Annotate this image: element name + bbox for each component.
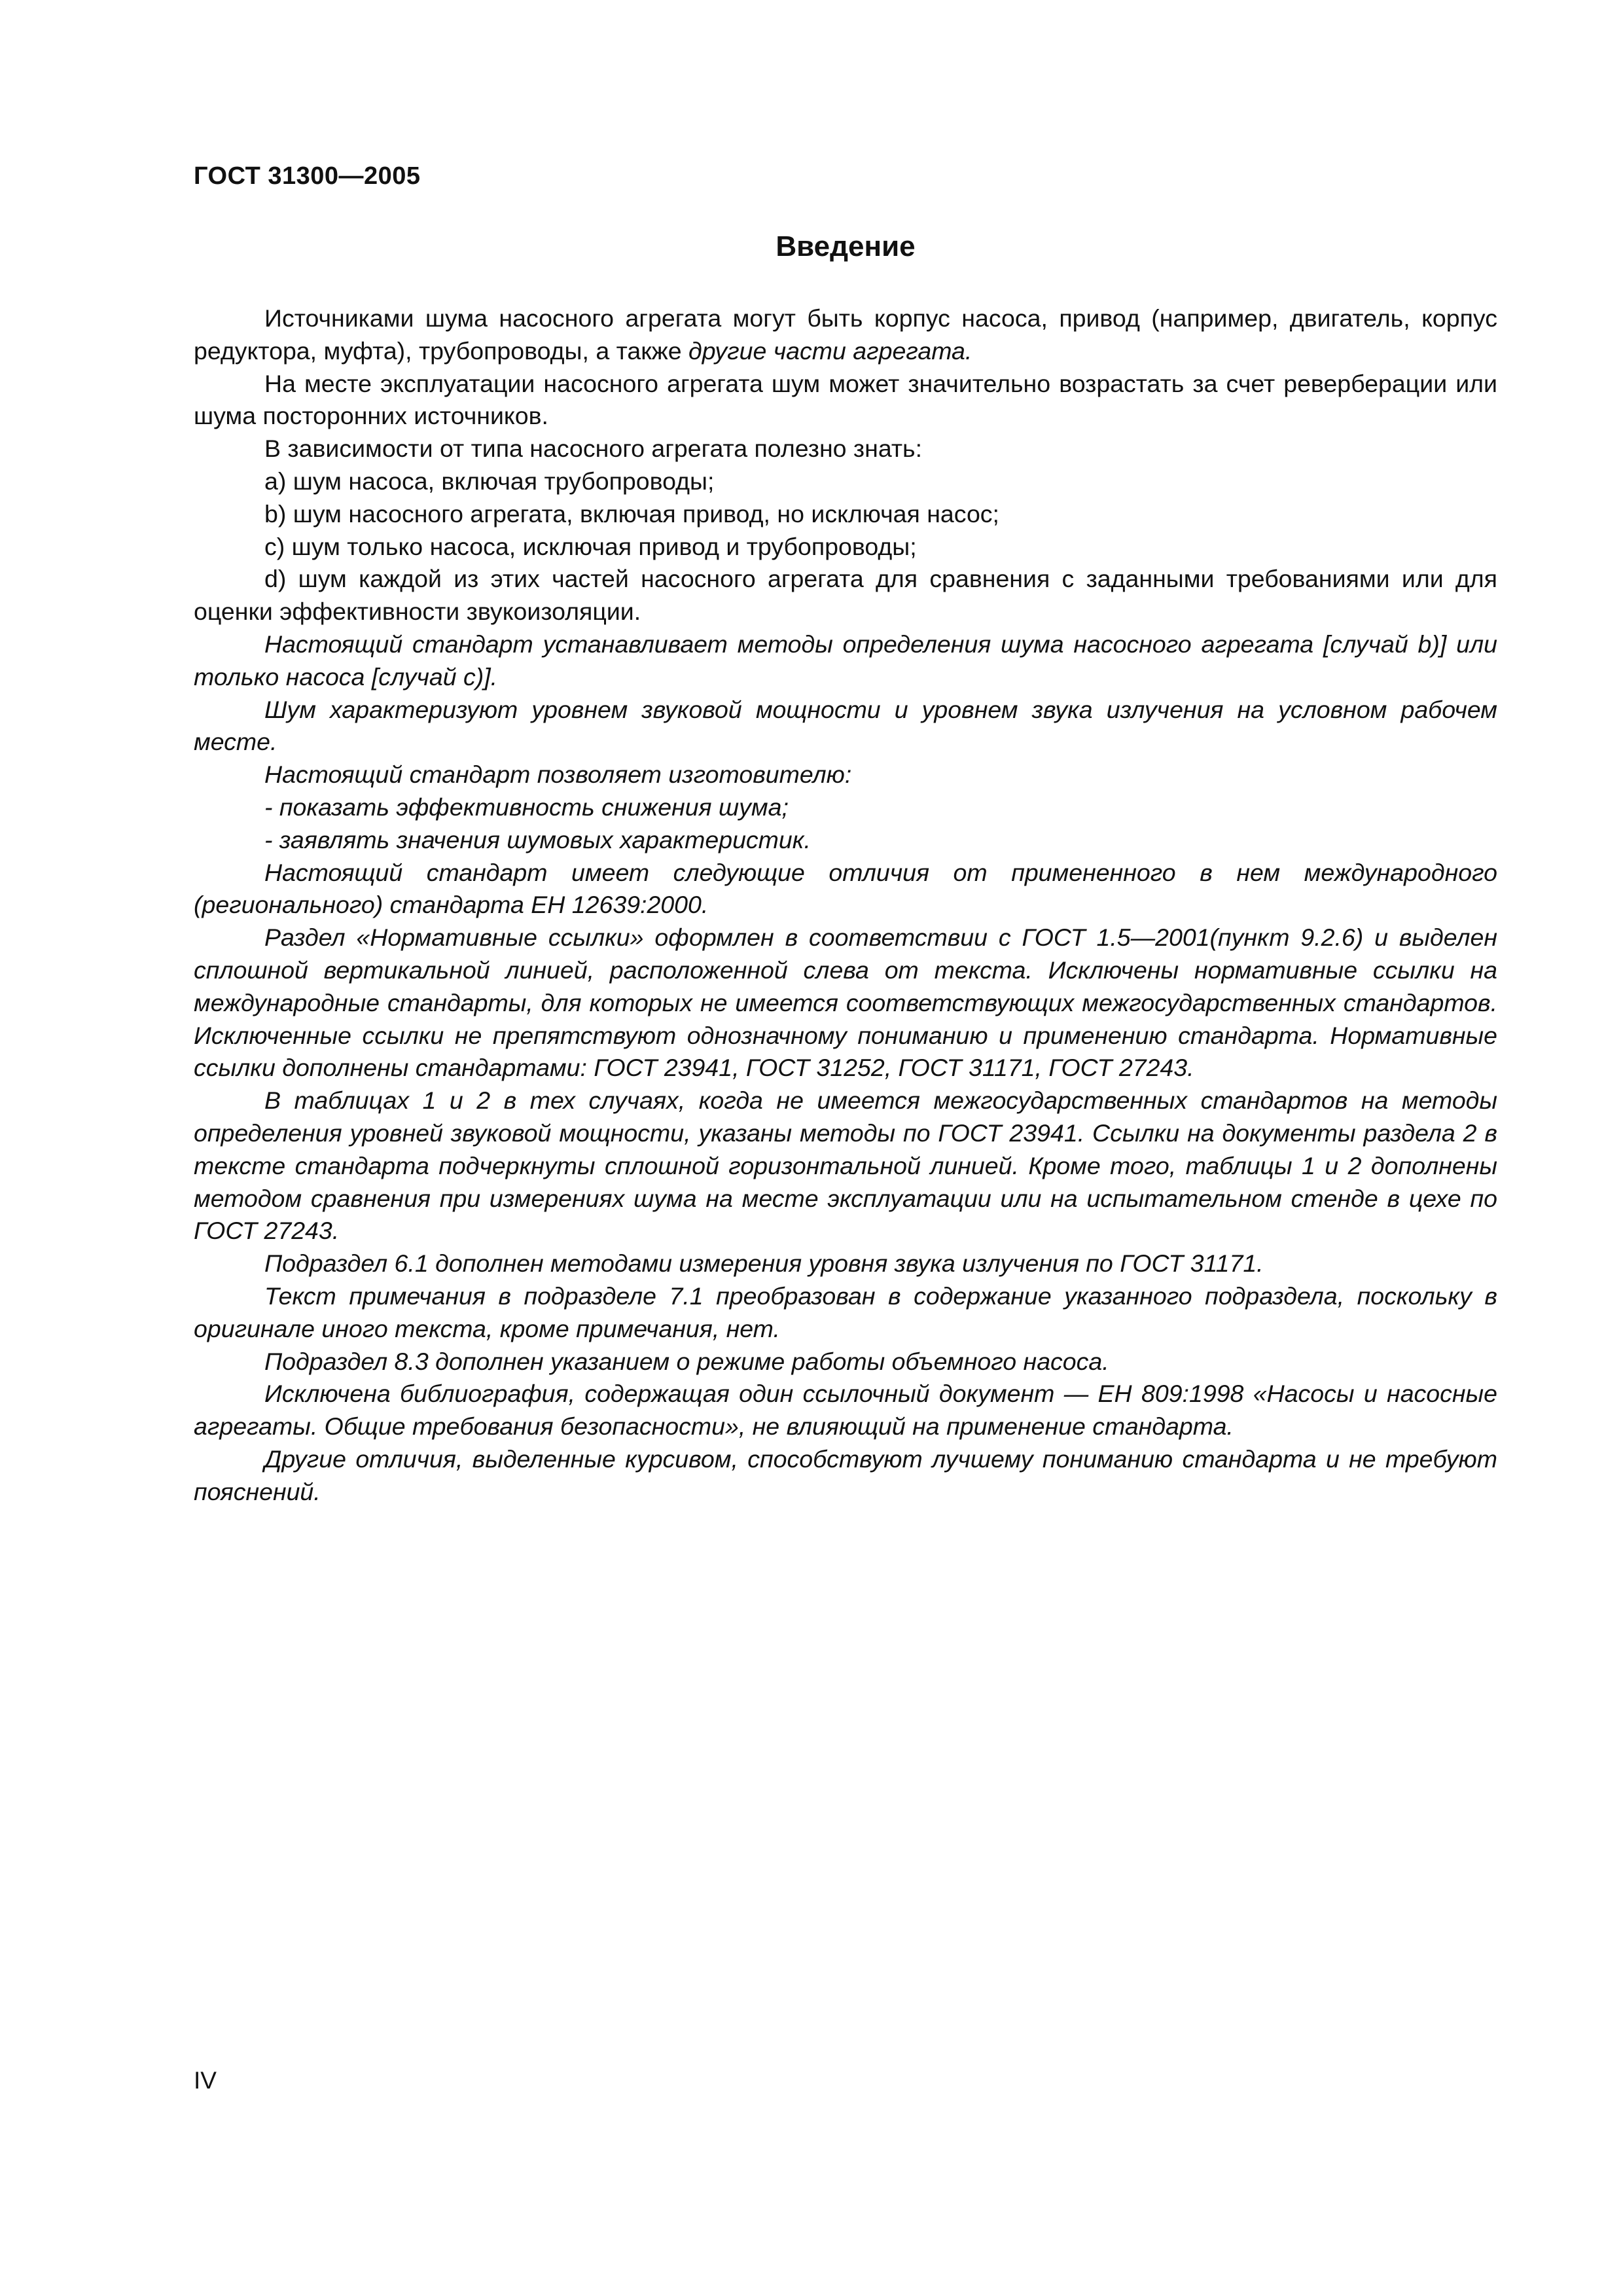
paragraph-bibliography: Исключена библиография, содержащая один ссылочный документ — ЕН 809:1998 «Насосы и насосные агрегаты. Общие требования безопасности», не влияющий на применение стандарта. (194, 1380, 1497, 1441)
list-item-b: b) шум насосного агрегата, включая привод, но исключая насос; (264, 499, 999, 528)
paragraph-characterization: Шум характеризуют уровнем звуковой мощности и уровнем звука излучения на условном рабочем месте. (194, 695, 1497, 756)
paragraph-scope: Настоящий стандарт устанавливает методы определения шума насосного агрегата [случай b)] или только насоса [случай с)]. (194, 630, 1497, 691)
paragraph-differences: Настоящий стандарт имеет следующие отличия от примененного в нем международного (регионального) стандарта ЕН 12639:2000. (194, 858, 1497, 919)
paragraph-text: Источниками шума насосного агрегата могут быть корпус насоса, привод (например, двигатель, корпус редуктора, муфта), трубопроводы, а также (194, 304, 1497, 365)
list-item-show-efficiency: - показать эффективность снижения шума; (264, 793, 789, 821)
section-title: Введение (776, 230, 916, 262)
list-item-a: a) шум насоса, включая трубопроводы; (264, 467, 715, 495)
document-body (194, 302, 1497, 1508)
paragraph-normative-references: Раздел «Нормативные ссылки» оформлен в соответствии с ГОСТ 1.5—2001(пункт 9.2.6) и выделен сплошной вертикальной линией, расположенной слева от текста. Исключены нормативные ссылки на международные стандарты, для которых не имеется соответствующих межгосударственных стандартов. Исключенные ссылки не препятствуют однозначному пониманию и применению стандарта. Нормативные ссылки дополнены стандартами: ГОСТ 23941, ГОСТ 31252, ГОСТ 31171, ГОСТ 27243. (194, 924, 1497, 1082)
paragraph-useful-to-know: В зависимости от типа насосного агрегата полезно знать: (264, 435, 922, 463)
paragraph-subsection-7-1: Текст примечания в подразделе 7.1 преобразован в содержание указанного подраздела, поскольку в оригинале иного текста, кроме примечания, нет. (194, 1282, 1497, 1342)
list-item-c: c) шум только насоса, исключая привод и трубопроводы; (264, 532, 917, 560)
paragraph-subsection-8-3: Подраздел 8.3 дополнен указанием о режиме работы объемного насоса. (264, 1347, 1109, 1375)
paragraph-subsection-6-1: Подраздел 6.1 дополнен методами измерения уровня звука излучения по ГОСТ 31171. (264, 1249, 1264, 1278)
document-code-header: ГОСТ 31300—2005 (194, 162, 421, 190)
page-number: IV (194, 2067, 217, 2094)
paragraph-noise-sources (194, 302, 1497, 368)
italic-insertion: другие части агрегата. (688, 336, 972, 365)
list-item-d: d) шум каждой из этих частей насосного агрегата для сравнения с заданными требованиями или для оценки эффективности звукоизоляции. (194, 565, 1497, 626)
paragraph-manufacturer: Настоящий стандарт позволяет изготовителю: (264, 761, 852, 789)
list-item-declare-values: - заявлять значения шумовых характеристик. (264, 825, 811, 853)
paragraph-tables: В таблицах 1 и 2 в тех случаях, когда не имеется межгосударственных стандартов на методы определения уровней звуковой мощности, указаны методы по ГОСТ 23941. Ссылки на документы раздела 2 в тексте стандарта подчеркнуты сплошной горизонтальной линией. Кроме того, таблицы 1 и 2 дополнены методом сравнения при измерениях шума на месте эксплуатации или на испытательном стенде в цехе по ГОСТ 27243. (194, 1086, 1497, 1245)
paragraph-other-differences: Другие отличия, выделенные курсивом, способствуют лучшему пониманию стандарта и не требуют пояснений. (194, 1444, 1497, 1505)
paragraph-reverberation: На месте эксплуатации насосного агрегата шум может значительно возрастать за счет реверберации или шума посторонних источников. (194, 369, 1497, 430)
